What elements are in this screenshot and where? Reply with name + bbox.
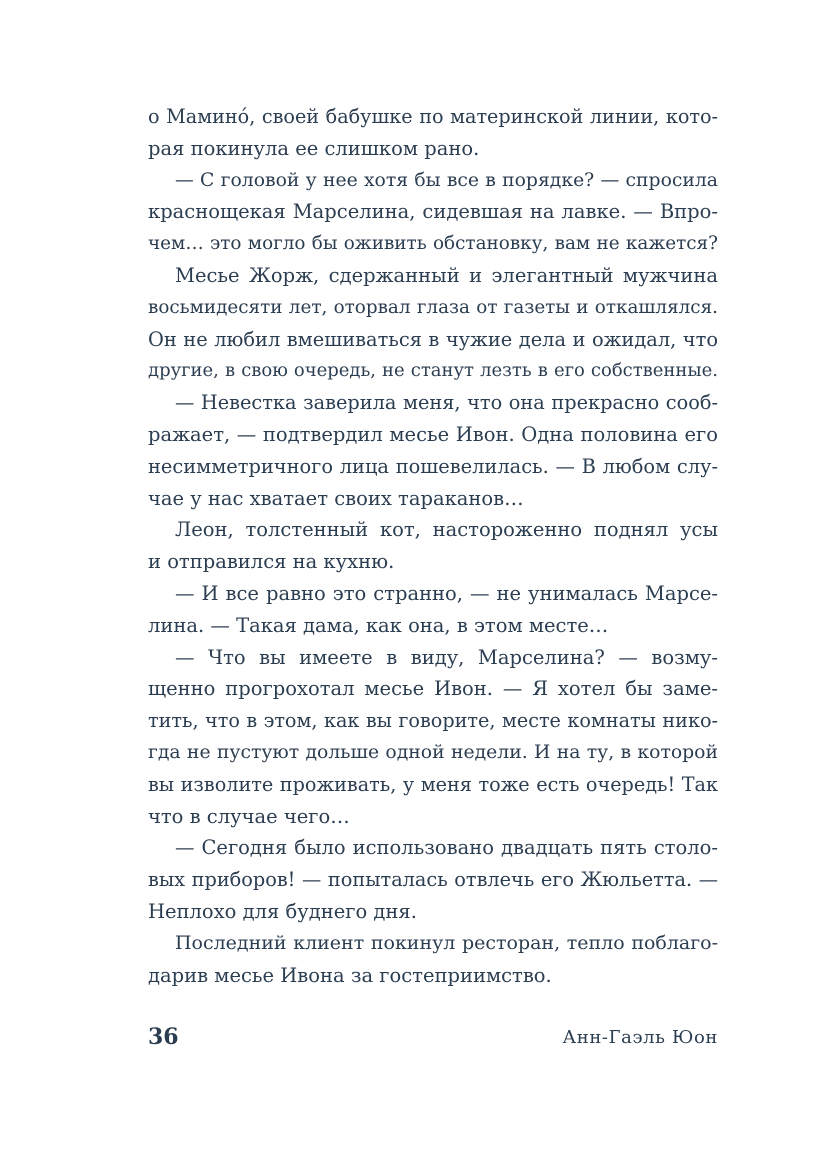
text-line: чем… это могло бы оживить обстановку, вам не кажется? bbox=[148, 233, 718, 255]
text-line: — С головой у нее хотя бы все в порядке? — спросила bbox=[175, 169, 718, 191]
text-line: ражает, — подтвердил месье Ивон. Одна половина его bbox=[148, 422, 718, 446]
text-line: — Невестка заверила меня, что она прекрасно сооб- bbox=[175, 391, 718, 415]
running-footer-author: Анн-Гаэль Юон bbox=[562, 1027, 718, 1048]
text-line: Месье Жорж, сдержанный и элегантный мужчина bbox=[175, 263, 718, 287]
text-line: лина. — Такая дама, как она, в этом месте… bbox=[148, 613, 609, 637]
text-line: что в случае чего… bbox=[148, 804, 350, 828]
text-line: Последний клиент покинул ресторан, тепло поблаго- bbox=[175, 931, 718, 954]
text-line: краснощекая Марселина, сидевшая на лавке. — Впро- bbox=[148, 200, 718, 224]
text-line: гда не пустуют дольше одной недели. И на ту, в которой bbox=[148, 741, 718, 763]
body-text bbox=[148, 101, 718, 991]
text-line: дарив месье Ивона за гостеприимство. bbox=[148, 963, 552, 987]
text-line: щенно прогрохотал месье Ивон. — Я хотел бы заме- bbox=[148, 677, 718, 701]
text-line: другие, в свою очередь, не станут лезть в его собственные. bbox=[148, 360, 718, 382]
text-line: вых приборов! — попыталась отвлечь его Жюльетта. — bbox=[148, 868, 718, 892]
text-line: тить, что в этом, как вы говорите, месте комнаты нико- bbox=[148, 709, 718, 733]
text-line: Неплохо для буднего дня. bbox=[148, 899, 417, 923]
text-line: Леон, толстенный кот, настороженно поднял усы bbox=[175, 518, 718, 542]
text-line: несимметричного лица пошевелилась. — В любом слу- bbox=[148, 454, 718, 478]
text-line: — Что вы имеете в виду, Марселина? — возму- bbox=[175, 645, 718, 669]
text-line: вы изволите проживать, у меня тоже есть очередь! Так bbox=[148, 772, 718, 796]
text-line: Он не любил вмешиваться в чужие дела и ожидал, что bbox=[148, 327, 718, 351]
text-line: — Сегодня было использовано двадцать пять столо- bbox=[175, 836, 718, 860]
text-line: о Маминó, своей бабушке по материнской линии, кото- bbox=[148, 105, 718, 128]
text-line: рая покинула ее слишком рано. bbox=[148, 136, 480, 160]
text-line: чае у нас хватает своих тараканов… bbox=[148, 486, 524, 510]
text-line: восьмидесяти лет, оторвал глаза от газеты и откашлялся. bbox=[148, 296, 718, 318]
text-line: и отправился на кухню. bbox=[148, 550, 395, 574]
text-line: — И все равно это странно, — не унималась Марсе- bbox=[175, 581, 718, 605]
page-number: 36 bbox=[148, 1024, 179, 1050]
